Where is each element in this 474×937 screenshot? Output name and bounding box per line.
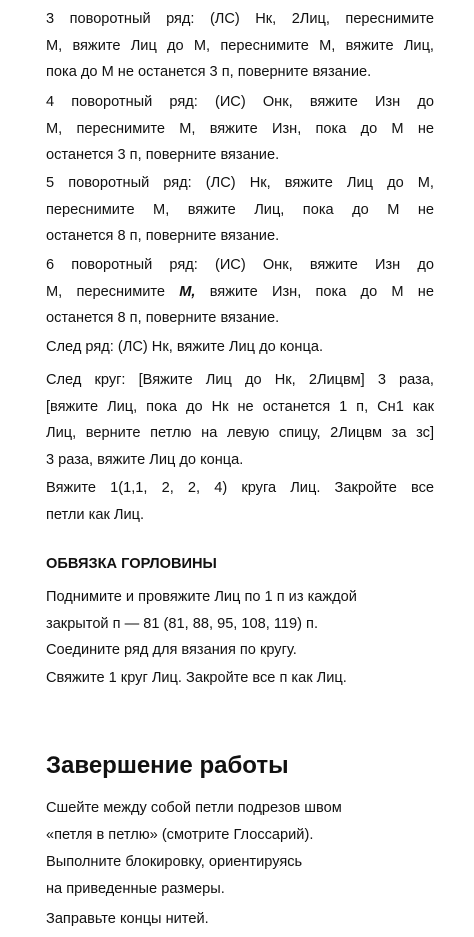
row-6-instruction bbox=[46, 252, 434, 332]
text-line: М, переснимите М, вяжите Изн, пока до М не bbox=[46, 120, 434, 137]
text-line: останется 3 п, поверните вязание. bbox=[46, 147, 280, 163]
text-line: петли как Лиц. bbox=[46, 506, 145, 523]
finishing-heading: Завершение работы bbox=[46, 752, 289, 779]
neckband-heading: ОБВЯЗКА ГОРЛОВИНЫ bbox=[46, 556, 217, 572]
row-4-instruction bbox=[46, 89, 434, 169]
text-line: останется 8 п, поверните вязание. bbox=[46, 228, 280, 244]
text-line: След круг: [Вяжите Лиц до Нк, 2Лицвм] 3 раза, bbox=[46, 372, 434, 388]
text-line: на приведенные размеры. bbox=[46, 880, 225, 897]
finishing-seam-instruction bbox=[46, 795, 434, 848]
text-line: Поднимите и провяжите Лиц по 1 п из каждой bbox=[46, 589, 357, 605]
text-line: Заправьте концы нитей. bbox=[46, 911, 209, 927]
row-3-instruction bbox=[46, 6, 434, 86]
text-line: 5 поворотный ряд: (ЛС) Нк, вяжите Лиц до М, bbox=[46, 175, 434, 191]
emphasis-marker: М, bbox=[179, 283, 196, 300]
row-5-instruction bbox=[46, 170, 434, 250]
text-line: переснимите М, вяжите Лиц, пока до М не bbox=[46, 201, 434, 218]
text-line: 3 поворотный ряд: (ЛС) Нк, 2Лиц, переснимите bbox=[46, 11, 434, 27]
next-round-instruction bbox=[46, 367, 434, 473]
text-line: М, вяжите Лиц до М, переснимите М, вяжите Лиц, bbox=[46, 37, 434, 54]
finishing-ends-instruction bbox=[46, 906, 434, 933]
text-line: 6 поворотный ряд: (ИС) Онк, вяжите Изн до bbox=[46, 257, 434, 273]
text-line: Соедините ряд для вязания по кругу. bbox=[46, 642, 297, 658]
text-line: Лиц, верните петлю на левую спицу, 2Лицвм за зс] bbox=[46, 425, 434, 441]
finishing-blocking-instruction bbox=[46, 849, 434, 902]
text-line: Сшейте между собой петли подрезов швом bbox=[46, 800, 342, 816]
text-line: Свяжите 1 круг Лиц. Закройте все п как Лиц. bbox=[46, 670, 347, 686]
text-line: пока до М не останется 3 п, поверните вязание. bbox=[46, 64, 372, 80]
neckband-bindoff-instruction bbox=[46, 665, 434, 692]
next-row-instruction bbox=[46, 334, 434, 361]
text-line: След ряд: (ЛС) Нк, вяжите Лиц до конца. bbox=[46, 339, 324, 355]
text-line: Выполните блокировку, ориентируясь bbox=[46, 854, 303, 870]
text-line bbox=[46, 279, 434, 306]
knit-rounds-instruction bbox=[46, 475, 434, 528]
text-fragment: вяжите Изн, пока до М не bbox=[195, 283, 434, 300]
text-line: «петля в петлю» (смотрите Глоссарий). bbox=[46, 826, 314, 843]
text-line: [вяжите Лиц, пока до Нк не останется 1 п, Сн1 как bbox=[46, 398, 434, 415]
text-line: останется 8 п, поверните вязание. bbox=[46, 310, 280, 326]
neckband-pickup-instruction bbox=[46, 584, 434, 664]
text-fragment: М, переснимите bbox=[46, 283, 180, 300]
text-line: закрытой п — 81 (81, 88, 95, 108, 119) п. bbox=[46, 615, 319, 632]
text-line: 3 раза, вяжите Лиц до конца. bbox=[46, 451, 244, 468]
text-line: 4 поворотный ряд: (ИС) Онк, вяжите Изн до bbox=[46, 94, 434, 110]
text-line: Вяжите 1(1,1, 2, 2, 4) круга Лиц. Закройте все bbox=[46, 480, 434, 496]
